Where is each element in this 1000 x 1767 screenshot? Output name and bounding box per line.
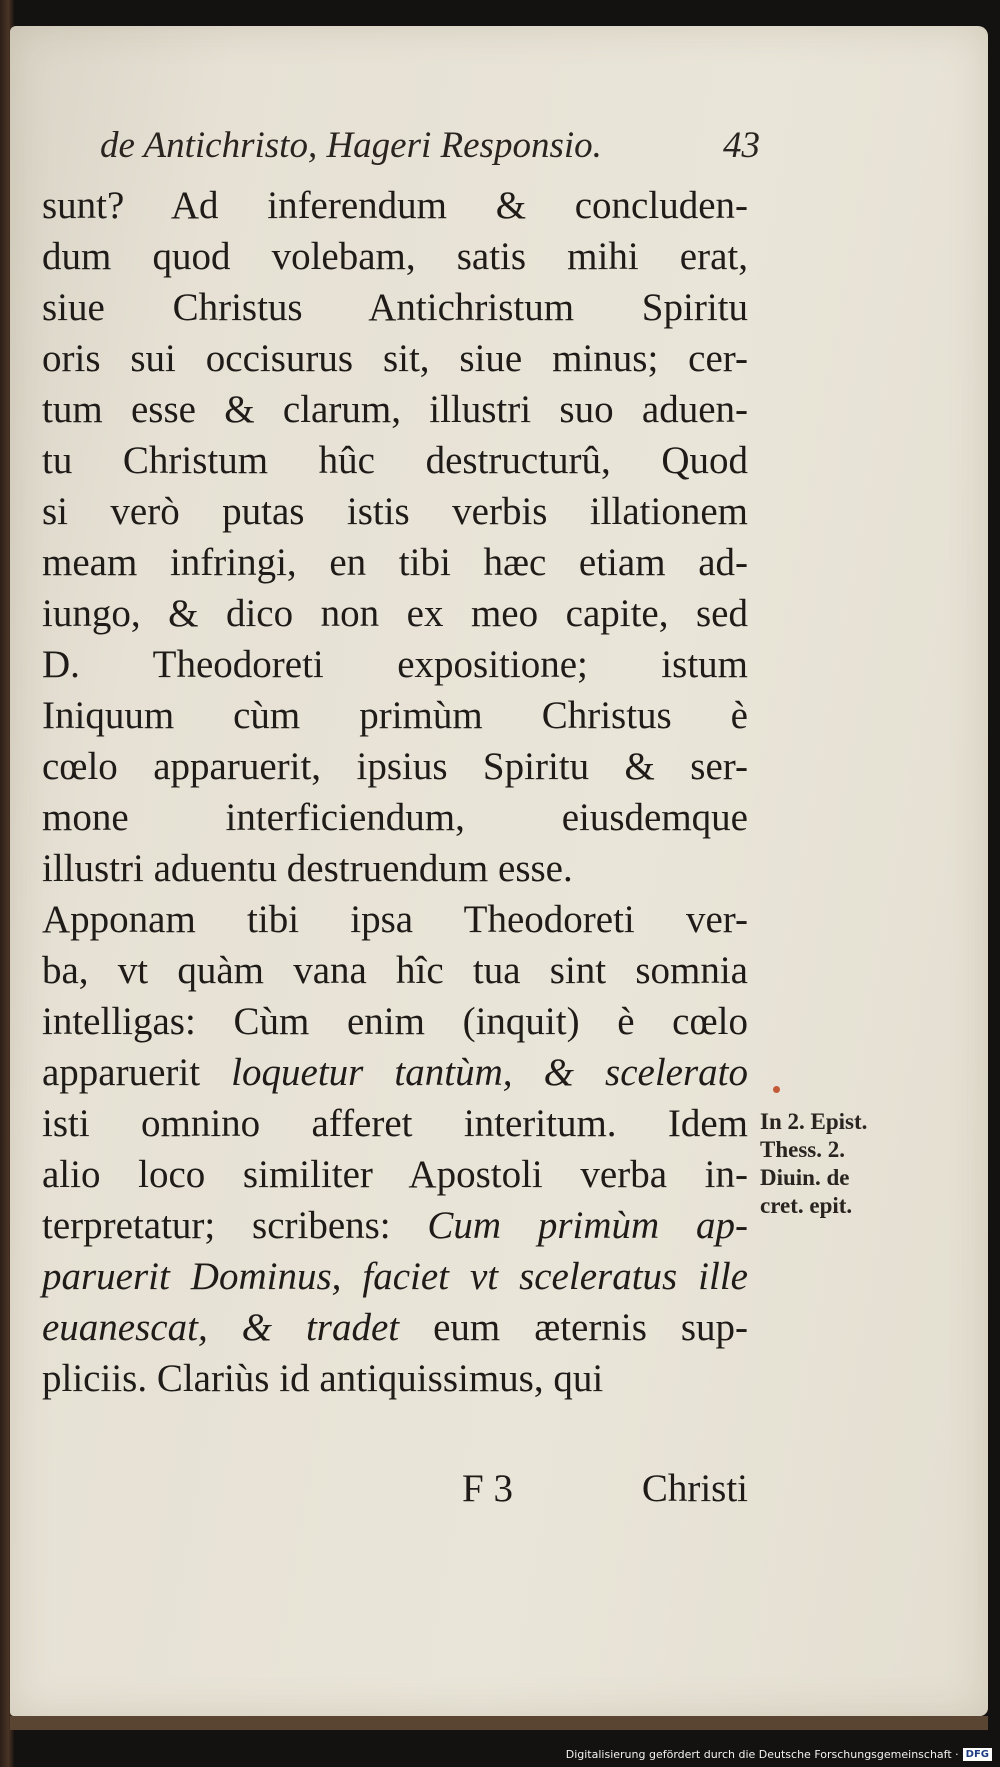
text-line: ba, vt quàm vana hîc tua sint somnia bbox=[42, 949, 748, 992]
page-number: 43 bbox=[723, 125, 760, 166]
text-line: isti omnino afferet interitum. Idem bbox=[42, 1102, 748, 1145]
text-line: tum esse & clarum, illustri suo aduen- bbox=[42, 388, 748, 431]
roman-text: terpretatur; scribens: bbox=[42, 1204, 428, 1247]
text-line: Iniquum cùm primùm Christus è bbox=[42, 694, 748, 737]
text-line: alio loco similiter Apostoli verba in- bbox=[42, 1153, 748, 1196]
italic-quote: loquetur tantùm, & scelerato bbox=[231, 1051, 748, 1094]
text-line: intelligas: Cùm enim (inquit) è cœlo bbox=[42, 1000, 748, 1043]
roman-text: apparuerit bbox=[42, 1051, 232, 1094]
text-line: cœlo apparuerit, ipsius Spiritu & ser- bbox=[42, 745, 748, 788]
page-bottom-edge bbox=[10, 1716, 988, 1730]
body-text bbox=[42, 180, 748, 1404]
text-line: pliciis. Clariùs id antiquissimus, qui bbox=[42, 1357, 604, 1400]
margin-note-line: In 2. Epist. bbox=[760, 1109, 868, 1134]
catchword: Christi bbox=[641, 1467, 748, 1510]
signature-mark: F 3 bbox=[462, 1467, 513, 1510]
running-head-title: de Antichristo, Hageri Responsio. bbox=[100, 125, 602, 166]
text-line-mixed bbox=[42, 1047, 748, 1098]
text-line: Apponam tibi ipsa Theodoreti ver- bbox=[42, 898, 748, 941]
text-line: meam infringi, en tibi hæc etiam ad- bbox=[42, 541, 748, 584]
ink-dot bbox=[773, 1086, 780, 1093]
text-line: siue Christus Antichristum Spiritu bbox=[42, 286, 748, 329]
margin-note-line: Thess. 2. bbox=[760, 1137, 845, 1162]
digitization-credit bbox=[566, 1745, 992, 1763]
text-line: sunt? Ad inferendum & concluden- bbox=[42, 184, 748, 227]
text-line: si verò putas istis verbis illationem bbox=[42, 490, 748, 533]
text-line: mone interficiendum, eiusdemque bbox=[42, 796, 748, 839]
text-line-mixed bbox=[42, 1302, 748, 1353]
credit-text: Digitalisierung gefördert durch die Deutsche Forschungsgemeinschaft · bbox=[565, 1747, 959, 1761]
dfg-logo: DFG bbox=[963, 1748, 992, 1761]
margin-note-line: cret. epit. bbox=[760, 1193, 853, 1218]
running-head bbox=[100, 124, 760, 174]
text-line: iungo, & dico non ex meo capite, sed bbox=[42, 592, 748, 635]
text-line: oris sui occisurus sit, siue minus; cer- bbox=[42, 337, 748, 380]
roman-text: eum æternis sup- bbox=[399, 1306, 748, 1349]
text-line: D. Theodoreti expositione; istum bbox=[42, 643, 748, 686]
margin-note bbox=[760, 1108, 900, 1220]
catchline bbox=[42, 1466, 748, 1517]
italic-quote: euanescat, & tradet bbox=[42, 1306, 400, 1349]
text-line-italic: paruerit Dominus, faciet vt sceleratus ille bbox=[42, 1255, 748, 1298]
text-line: dum quod volebam, satis mihi erat, bbox=[42, 235, 748, 278]
text-line-mixed bbox=[42, 1200, 748, 1251]
italic-quote: Cum primùm ap- bbox=[427, 1204, 748, 1247]
margin-note-line: Diuin. de bbox=[760, 1165, 850, 1190]
text-line: tu Christum hûc destructurû, Quod bbox=[42, 439, 748, 482]
text-line: illustri aduentu destruendum esse. bbox=[42, 847, 573, 890]
